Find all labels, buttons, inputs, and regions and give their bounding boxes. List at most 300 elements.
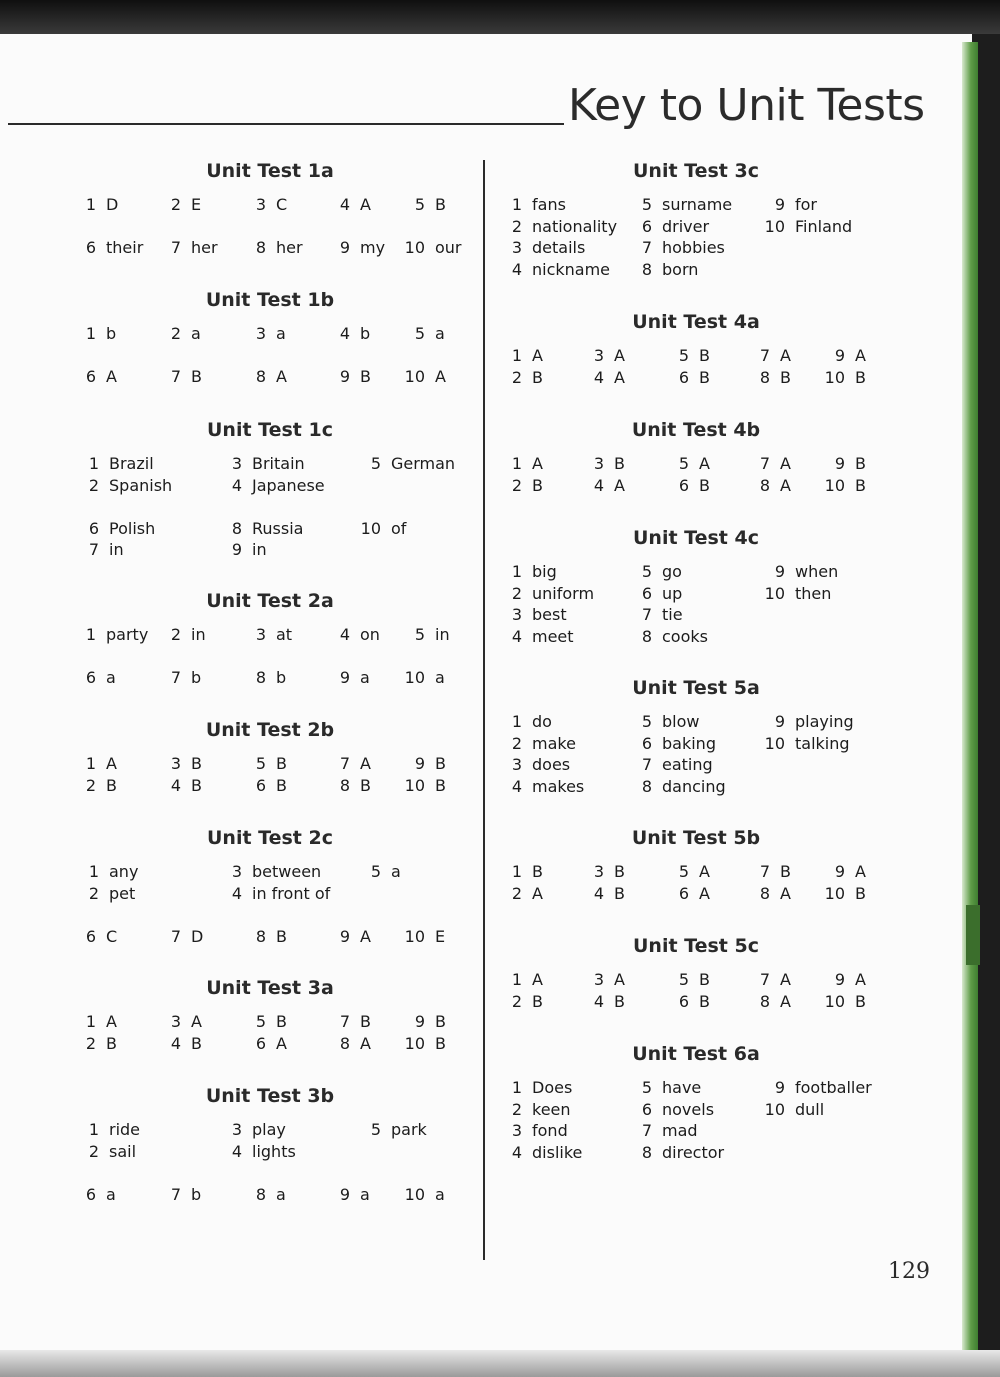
answer-text: cooks (662, 626, 708, 646)
answer-item (220, 1142, 296, 1161)
question-number: 7 (641, 1121, 652, 1140)
answer-text: B (435, 1012, 446, 1031)
answer-text: dancing (662, 776, 726, 796)
question-number: 6 (641, 733, 652, 753)
answer-item (630, 562, 682, 581)
answer-text: B (855, 883, 866, 903)
answer-item (159, 625, 206, 644)
answer-item (582, 992, 625, 1011)
answer-item (77, 884, 135, 903)
answer-text: B (360, 367, 371, 386)
answer-item (159, 927, 203, 946)
answer-item (667, 476, 710, 495)
answer-text: a (191, 324, 201, 343)
answer-item (328, 195, 371, 214)
answer-item (74, 754, 117, 773)
answer-text: E (435, 926, 446, 946)
answer-text: her (191, 238, 218, 257)
answer-text: play (252, 1120, 286, 1139)
answer-item (748, 346, 791, 365)
answer-text: a (435, 324, 445, 343)
answer-text: B (360, 1012, 371, 1031)
question-number: 1 (85, 195, 96, 214)
question-number: 6 (88, 518, 99, 538)
answer-item (630, 1143, 724, 1162)
question-number: 9 (339, 1184, 350, 1204)
question-number: 7 (170, 926, 181, 946)
answer-text: in (252, 540, 267, 559)
answer-text: mad (662, 1121, 698, 1140)
answer-item (220, 519, 303, 538)
answer-text: A (780, 454, 791, 473)
answer-item (77, 540, 124, 559)
answer-item (500, 755, 570, 774)
question-number: 10 (360, 518, 381, 538)
answer-text: German (391, 454, 456, 473)
answer-text: A (276, 1033, 287, 1053)
answer-text: A (360, 195, 371, 214)
question-number: 5 (641, 1078, 652, 1097)
question-number: 3 (231, 1120, 242, 1139)
question-number: 7 (339, 754, 350, 773)
answer-item (328, 625, 380, 644)
question-number: 4 (231, 883, 242, 903)
answer-text: B (532, 475, 543, 495)
answer-item (403, 238, 462, 257)
question-number: 5 (641, 712, 652, 731)
answer-item (582, 476, 625, 495)
unit-test-heading: Unit Test 3a (206, 977, 334, 999)
question-number: 10 (404, 367, 425, 386)
answer-text: B (614, 991, 625, 1011)
answer-text: A (360, 754, 371, 773)
question-number: 3 (255, 324, 266, 343)
unit-test-heading: Unit Test 5b (631, 827, 761, 849)
question-number: 5 (370, 862, 381, 881)
answer-item (630, 734, 716, 753)
answer-text: makes (532, 776, 585, 796)
unit-test-heading: Unit Test 5a (632, 677, 760, 699)
answer-item (500, 476, 543, 495)
question-number: 6 (678, 991, 689, 1011)
answer-item (244, 238, 303, 257)
answer-item (582, 970, 625, 989)
question-number: 10 (824, 991, 845, 1011)
answer-item (582, 346, 625, 365)
question-number: 1 (511, 862, 522, 881)
answer-item (582, 884, 625, 903)
answer-item (500, 884, 543, 903)
answer-item (328, 367, 371, 386)
question-number: 2 (88, 883, 99, 903)
answer-item (748, 368, 791, 387)
question-number: 10 (404, 1033, 425, 1053)
question-number: 8 (339, 1033, 350, 1053)
answer-text: novels (662, 1099, 715, 1119)
answer-text: A (532, 970, 543, 989)
answer-text: our (435, 238, 462, 257)
answer-text: B (435, 195, 446, 214)
question-number: 2 (511, 475, 522, 495)
answer-item (328, 668, 370, 687)
question-number: 8 (339, 775, 350, 795)
question-number: 2 (511, 583, 522, 603)
question-number: 2 (170, 625, 181, 644)
answer-item (763, 195, 817, 214)
answer-item (74, 1034, 117, 1053)
answer-text: talking (795, 733, 850, 753)
answer-text: A (276, 367, 287, 386)
answer-text: D (106, 195, 119, 214)
question-number: 7 (641, 755, 652, 774)
answer-item (630, 217, 709, 236)
answer-item (244, 367, 287, 386)
answer-text: B (855, 475, 866, 495)
answer-text: ride (109, 1120, 141, 1139)
answer-item (74, 776, 117, 795)
answer-text: make (532, 733, 576, 753)
unit-test-heading: Unit Test 1b (205, 289, 335, 311)
question-number: 1 (511, 562, 522, 581)
answer-text: A (532, 883, 543, 903)
page-number: 129 (888, 1259, 930, 1284)
question-number: 1 (511, 454, 522, 473)
answer-item (244, 625, 292, 644)
question-number: 8 (641, 626, 652, 646)
answer-item (403, 776, 446, 795)
answer-text: Polish (109, 518, 156, 538)
answer-item (630, 1078, 701, 1097)
answer-item (359, 454, 455, 473)
answer-item (328, 1185, 370, 1204)
question-number: 4 (170, 1033, 181, 1053)
answer-text: D (191, 926, 204, 946)
answer-text: in (191, 625, 206, 644)
answer-item (763, 734, 850, 753)
answer-item (74, 625, 148, 644)
answer-item (244, 754, 287, 773)
answer-item (159, 238, 218, 257)
question-number: 7 (170, 367, 181, 386)
question-number: 6 (255, 1033, 266, 1053)
answer-item (220, 884, 330, 903)
question-number: 9 (774, 195, 785, 214)
answer-text: B (614, 883, 625, 903)
answer-text: b (106, 324, 117, 343)
question-number: 8 (255, 926, 266, 946)
answer-text: uniform (532, 583, 595, 603)
answer-text: nickname (532, 259, 611, 279)
answer-text: meet (532, 626, 574, 646)
answer-item (823, 346, 866, 365)
answer-item (159, 1012, 202, 1031)
answer-item (500, 195, 566, 214)
answer-item (500, 777, 584, 796)
answer-text: playing (795, 712, 854, 731)
answer-item (159, 754, 202, 773)
question-number: 7 (339, 1012, 350, 1031)
answer-text: A (780, 970, 791, 989)
answer-text: dislike (532, 1142, 583, 1162)
answer-item (77, 862, 138, 881)
answer-item (500, 217, 617, 236)
title-rule (8, 123, 564, 125)
answer-text: B (191, 775, 202, 795)
answer-text: A (614, 346, 625, 365)
question-number: 7 (170, 238, 181, 257)
answer-item (359, 862, 401, 881)
answer-text: dull (795, 1099, 825, 1119)
question-number: 10 (404, 775, 425, 795)
question-number: 9 (339, 668, 350, 687)
answer-item (582, 368, 625, 387)
answer-text: keen (532, 1099, 571, 1119)
answer-item (159, 195, 201, 214)
answer-text: go (662, 562, 682, 581)
question-number: 10 (764, 583, 785, 603)
answer-text: fond (532, 1121, 568, 1140)
answer-item (500, 260, 610, 279)
question-number: 5 (678, 454, 689, 473)
answer-item (74, 324, 116, 343)
question-number: 4 (511, 1142, 522, 1162)
unit-test-heading: Unit Test 1c (207, 419, 333, 441)
answer-item (823, 862, 866, 881)
question-number: 8 (255, 668, 266, 687)
question-number: 9 (231, 540, 242, 559)
question-number: 8 (759, 883, 770, 903)
unit-test-heading: Unit Test 2c (207, 827, 333, 849)
answer-item (328, 1034, 371, 1053)
answer-item (500, 1078, 572, 1097)
unit-test-heading: Unit Test 2a (206, 590, 334, 612)
question-number: 4 (339, 195, 350, 214)
question-number: 4 (170, 775, 181, 795)
question-number: 10 (824, 475, 845, 495)
answer-text: A (855, 346, 866, 365)
page-title: Key to Unit Tests (568, 80, 925, 131)
answer-text: B (276, 754, 287, 773)
question-number: 7 (759, 346, 770, 365)
answer-text: footballer (795, 1078, 872, 1097)
question-number: 10 (404, 926, 425, 946)
answer-text: blow (662, 712, 700, 731)
question-number: 3 (593, 346, 604, 365)
answer-text: Britain (252, 454, 305, 473)
question-number: 3 (511, 1121, 522, 1140)
question-number: 9 (774, 712, 785, 731)
question-number: 8 (759, 475, 770, 495)
question-number: 7 (641, 238, 652, 257)
answer-item (630, 260, 698, 279)
question-number: 4 (339, 625, 350, 644)
question-number: 8 (641, 776, 652, 796)
question-number: 3 (511, 605, 522, 624)
answer-text: on (360, 625, 380, 644)
answer-item (630, 1100, 714, 1119)
answer-item (667, 346, 710, 365)
answer-item (823, 970, 866, 989)
question-number: 5 (370, 1120, 381, 1139)
answer-item (244, 776, 287, 795)
answer-item (159, 1185, 201, 1204)
answer-item (823, 992, 866, 1011)
answer-item (630, 195, 732, 214)
question-number: 1 (85, 754, 96, 773)
answer-text: A (780, 346, 791, 365)
question-number: 10 (824, 367, 845, 387)
answer-text: b (191, 668, 202, 687)
question-number: 6 (678, 475, 689, 495)
question-number: 2 (88, 475, 99, 495)
answer-text: sail (109, 1141, 137, 1161)
unit-test-heading: Unit Test 6a (632, 1043, 760, 1065)
question-number: 2 (85, 775, 96, 795)
answer-text: lights (252, 1141, 296, 1161)
question-number: 7 (170, 1184, 181, 1204)
answer-item (500, 562, 557, 581)
answer-text: A (614, 970, 625, 989)
answer-text: park (391, 1120, 427, 1139)
question-number: 2 (170, 195, 181, 214)
answer-item (74, 927, 117, 946)
answer-text: pet (109, 883, 136, 903)
answer-text: Does (532, 1078, 573, 1097)
scan-border-bottom (0, 1350, 1000, 1377)
answer-text: her (276, 238, 303, 257)
answer-text: a (106, 1184, 116, 1204)
answer-text: B (532, 367, 543, 387)
answer-text: A (106, 754, 117, 773)
question-number: 10 (404, 238, 425, 257)
answer-text: in (435, 625, 450, 644)
answer-text: C (276, 195, 288, 214)
answer-item (403, 1185, 445, 1204)
answer-text: B (532, 862, 543, 881)
answer-text: A (855, 862, 866, 881)
answer-text: director (662, 1142, 725, 1162)
answer-item (77, 476, 172, 495)
answer-item (823, 368, 866, 387)
answer-item (77, 1142, 136, 1161)
answer-item (244, 668, 286, 687)
question-number: 8 (759, 367, 770, 387)
answer-item (630, 584, 682, 603)
answer-item (500, 454, 543, 473)
answer-item (748, 862, 791, 881)
question-number: 10 (764, 1099, 785, 1119)
answer-item (667, 992, 710, 1011)
question-number: 9 (414, 1012, 425, 1031)
column-divider (483, 160, 485, 1260)
question-number: 4 (511, 626, 522, 646)
question-number: 6 (641, 1099, 652, 1119)
question-number: 7 (170, 668, 181, 687)
answer-item (748, 970, 791, 989)
answer-text: B (855, 454, 866, 473)
question-number: 4 (511, 259, 522, 279)
question-number: 2 (85, 1033, 96, 1053)
answer-item (748, 454, 791, 473)
answer-item (403, 668, 445, 687)
answer-item (500, 584, 594, 603)
question-number: 6 (85, 668, 96, 687)
question-number: 6 (85, 367, 96, 386)
answer-item (667, 970, 710, 989)
answer-text: surname (662, 195, 733, 214)
question-number: 5 (255, 1012, 266, 1031)
question-number: 5 (414, 324, 425, 343)
unit-test-heading: Unit Test 5c (633, 935, 759, 957)
answer-text: in front of (252, 883, 331, 903)
question-number: 7 (759, 454, 770, 473)
question-number: 1 (511, 970, 522, 989)
question-number: 5 (414, 625, 425, 644)
answer-text: B (360, 775, 371, 795)
question-number: 1 (88, 454, 99, 473)
answer-item (763, 1078, 872, 1097)
answer-text: their (106, 238, 144, 257)
answer-text: baking (662, 733, 716, 753)
answer-text: A (360, 926, 371, 946)
answer-text: Brazil (109, 454, 154, 473)
answer-text: Russia (252, 518, 304, 538)
question-number: 1 (85, 625, 96, 644)
question-number: 5 (678, 346, 689, 365)
answer-text: B (435, 775, 446, 795)
question-number: 6 (641, 583, 652, 603)
answer-item (220, 540, 267, 559)
answer-text: A (614, 367, 625, 387)
answer-text: at (276, 625, 293, 644)
question-number: 8 (255, 238, 266, 257)
answer-item (748, 992, 791, 1011)
answer-text: A (780, 475, 791, 495)
answer-item (763, 562, 838, 581)
question-number: 8 (231, 518, 242, 538)
answer-text: B (435, 754, 446, 773)
question-number: 4 (231, 475, 242, 495)
answer-item (74, 195, 118, 214)
question-number: 6 (85, 238, 96, 257)
question-number: 2 (511, 733, 522, 753)
answer-text: A (532, 346, 543, 365)
question-number: 6 (641, 216, 652, 236)
answer-item (667, 368, 710, 387)
answer-text: B (855, 991, 866, 1011)
answer-text: Japanese (252, 475, 325, 495)
question-number: 3 (593, 862, 604, 881)
answer-item (500, 734, 576, 753)
question-number: 7 (759, 970, 770, 989)
answer-item (500, 712, 552, 731)
question-number: 7 (641, 605, 652, 624)
answer-item (159, 367, 202, 386)
answer-item (220, 1120, 286, 1139)
answer-item (823, 884, 866, 903)
answer-item (328, 1012, 371, 1031)
answer-item (500, 368, 543, 387)
question-number: 5 (641, 562, 652, 581)
question-number: 3 (593, 970, 604, 989)
answer-text: big (532, 562, 557, 581)
answer-text: B (276, 1012, 287, 1031)
answer-item (159, 776, 202, 795)
question-number: 10 (764, 733, 785, 753)
answer-item (244, 927, 287, 946)
answer-item (328, 754, 371, 773)
question-number: 9 (774, 562, 785, 581)
